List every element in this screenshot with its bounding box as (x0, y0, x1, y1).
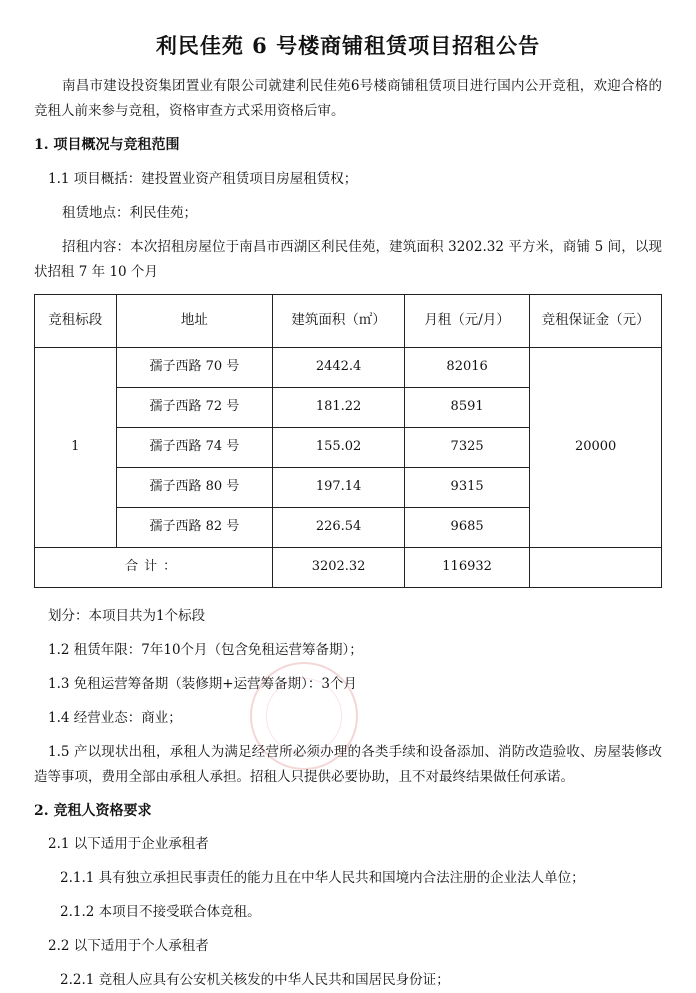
table-header-rent: 月租（元/月） (404, 294, 529, 347)
item-1-1: 1.1 项目概括：建投置业资产租赁项目房屋租赁权； (48, 170, 358, 187)
item-1-2: 1.2 租赁年限：7年10个月（包含免租运营筹备期）； (48, 641, 363, 658)
item-1-5: 1.5 产以现状出租，承租人为满足经营所必须办理的各类手续和设备添加、消防改造验收、房屋装修改造等事项，费用全部由承租人承担。招租人只提供必要协助，且不对最终结果做任何承诺。 (34, 743, 662, 785)
cell-total-area: 3202.32 (273, 547, 405, 587)
table-header-address: 地址 (116, 294, 273, 347)
cell-total-label: 合计： (35, 547, 273, 587)
cell-area: 155.02 (273, 427, 405, 467)
cell-total-rent: 116932 (404, 547, 529, 587)
cell-rent: 7325 (404, 427, 529, 467)
cell-address: 孺子西路 80 号 (116, 467, 273, 507)
cell-rent: 9685 (404, 507, 529, 547)
table-header-deposit: 竞租保证金（元） (530, 294, 662, 347)
item-1-3: 1.3 免租运营筹备期（装修期+运营筹备期）：3个月 (48, 675, 357, 692)
item-rental-scope: 招租内容：本次招租房屋位于南昌市西湖区利民佳苑，建筑面积 3202.32 平方米，商铺 5 间，以现状招租 7 年 10 个月 (34, 238, 662, 280)
table-header-area: 建筑面积（㎡） (273, 294, 405, 347)
cell-area: 197.14 (273, 467, 405, 507)
cell-rent: 9315 (404, 467, 529, 507)
page-title: 利民佳苑 6 号楼商铺租赁项目招租公告 (155, 33, 541, 58)
cell-total-deposit-blank (530, 547, 662, 587)
item-2-1: 2.1 以下适用于企业承租者 (48, 836, 209, 853)
section-2-heading: 2. 竞租人资格要求 (34, 802, 152, 819)
table-header-row (35, 294, 662, 347)
cell-address: 孺子西路 72 号 (116, 387, 273, 427)
table-row (35, 347, 662, 387)
item-2-1-2: 2.1.2 本项目不接受联合体竞租。 (60, 904, 261, 921)
cell-address: 孺子西路 74 号 (116, 427, 273, 467)
cell-deposit: 20000 (530, 347, 662, 547)
table-header-segment: 竞租标段 (35, 294, 117, 347)
cell-area: 181.22 (273, 387, 405, 427)
table-total-row (35, 547, 662, 587)
rent-table (34, 294, 662, 588)
cell-segment: 1 (35, 347, 117, 547)
item-2-2-1: 2.2.1 竞租人应具有公安机关核发的中华人民共和国居民身份证； (60, 972, 450, 989)
item-rental-location: 租赁地点：利民佳苑； (62, 204, 197, 221)
cell-address: 孺子西路 70 号 (116, 347, 273, 387)
item-division: 划分：本项目共为1个标段 (48, 607, 206, 624)
cell-address: 孺子西路 82 号 (116, 507, 273, 547)
cell-area: 226.54 (273, 507, 405, 547)
item-1-4: 1.4 经营业态：商业； (48, 709, 182, 726)
item-2-2: 2.2 以下适用于个人承租者 (48, 938, 209, 955)
section-1-heading: 1. 项目概况与竞租范围 (34, 136, 180, 153)
cell-rent: 8591 (404, 387, 529, 427)
cell-rent: 82016 (404, 347, 529, 387)
item-2-1-1: 2.1.1 具有独立承担民事责任的能力且在中华人民共和国境内合法注册的企业法人单位； (60, 870, 585, 887)
cell-area: 2442.4 (273, 347, 405, 387)
intro-paragraph: 南昌市建设投资集团置业有限公司就建利民佳苑6号楼商铺租赁项目进行国内公开竞租，欢迎合格的竞租人前来参与竞租，资格审查方式采用资格后审。 (34, 78, 662, 119)
